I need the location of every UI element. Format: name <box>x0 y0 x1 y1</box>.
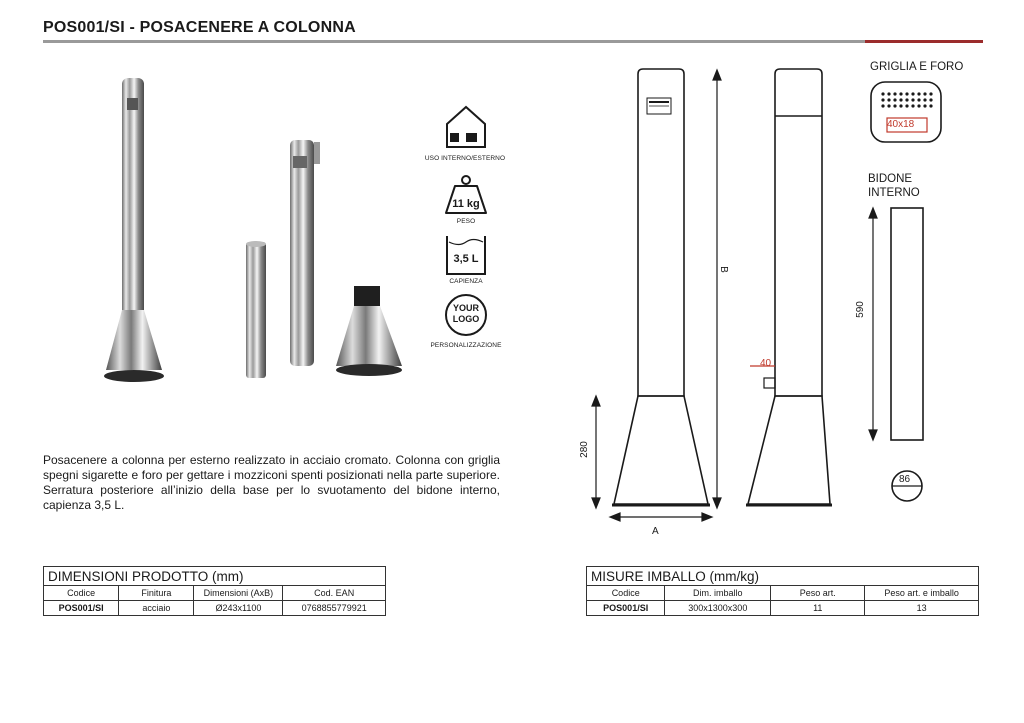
front-view-column <box>638 69 684 396</box>
table-row <box>587 601 979 616</box>
logo-badge-text <box>444 303 488 325</box>
header-cell: Cod. EAN <box>283 586 386 601</box>
header-cell: Peso art. e imballo <box>865 586 979 601</box>
table-header-row <box>587 586 979 601</box>
capacity-value: 3,5 L <box>453 253 479 265</box>
product-photos <box>100 70 420 390</box>
dimension-280: 280 <box>578 441 590 458</box>
dimension-b: B <box>717 266 729 273</box>
side-view-column <box>775 69 822 396</box>
table-row <box>44 601 386 616</box>
inner-bin-title-line2: INTERNO <box>868 187 920 199</box>
capacity-label: CAPIENZA <box>449 278 483 285</box>
table-cell: acciaio <box>119 601 194 616</box>
header-cell: Peso art. <box>771 586 865 601</box>
product-table-caption: DIMENSIONI PRODOTTO (mm) <box>44 567 386 586</box>
dimension-a: A <box>652 526 659 537</box>
use-label: USO INTERNO/ESTERNO <box>424 155 506 162</box>
grille-holes <box>881 92 932 107</box>
header-cell: Finitura <box>119 586 194 601</box>
header-cell: Dim. imballo <box>665 586 771 601</box>
header-rule <box>43 40 865 43</box>
upper-tube-photo <box>290 140 320 366</box>
logo-badge-line2: LOGO <box>452 314 480 324</box>
assembled-column-photo <box>104 78 164 382</box>
header-cell: Dimensioni (AxB) <box>194 586 283 601</box>
inner-bin-drawing <box>891 208 923 440</box>
grille-detail <box>871 82 941 142</box>
lock-detail <box>764 378 775 388</box>
table-cell: 13 <box>865 601 979 616</box>
dimension-40: 40 <box>760 358 772 369</box>
table-cell: 11 <box>771 601 865 616</box>
inner-bin-title-line1: BIDONE <box>868 173 913 185</box>
weight-label: PESO <box>456 218 476 225</box>
packaging-table <box>586 566 979 616</box>
table-cell: Ø243x1100 <box>194 601 283 616</box>
technical-drawing <box>570 60 1010 550</box>
grille-hole-size: 40x18 <box>887 119 915 130</box>
product-dimensions-table <box>43 566 386 616</box>
dimension-590: 590 <box>854 301 866 318</box>
table-cell: POS001/SI <box>587 601 665 616</box>
table-header-row <box>44 586 386 601</box>
house-icon <box>444 104 488 150</box>
inner-bin-title <box>868 172 920 200</box>
inner-tube-photo <box>246 241 266 378</box>
logo-badge-line1: YOUR <box>452 303 479 313</box>
front-view-base <box>614 396 708 504</box>
packaging-table-caption: MISURE IMBALLO (mm/kg) <box>587 567 979 586</box>
logo-label: PERSONALIZZAZIONE <box>430 342 502 349</box>
grille-title: GRIGLIA E FORO <box>870 61 964 73</box>
table-cell: POS001/SI <box>44 601 119 616</box>
weight-value: 11 kg <box>452 198 480 210</box>
header-cell: Codice <box>44 586 119 601</box>
side-view-base <box>748 396 830 504</box>
product-description: Posacenere a colonna per esterno realizzato in acciaio cromato. Colonna con griglia spegni sigarette e foro per gettare i mozziconi spenti posizionati nella parte superiore. Serratura posteriore all’inizio della base per lo svuotamento del bidone interno, capienza 3,5 L. <box>43 453 500 512</box>
header-rule-accent <box>865 40 983 43</box>
table-cell: 300x1300x300 <box>665 601 771 616</box>
table-cell: 0768855779921 <box>283 601 386 616</box>
dimension-86: 86 <box>899 474 911 485</box>
cone-base-photo <box>336 286 402 376</box>
header-cell: Codice <box>587 586 665 601</box>
page-title: POS001/SI - POSACENERE A COLONNA <box>43 19 356 36</box>
